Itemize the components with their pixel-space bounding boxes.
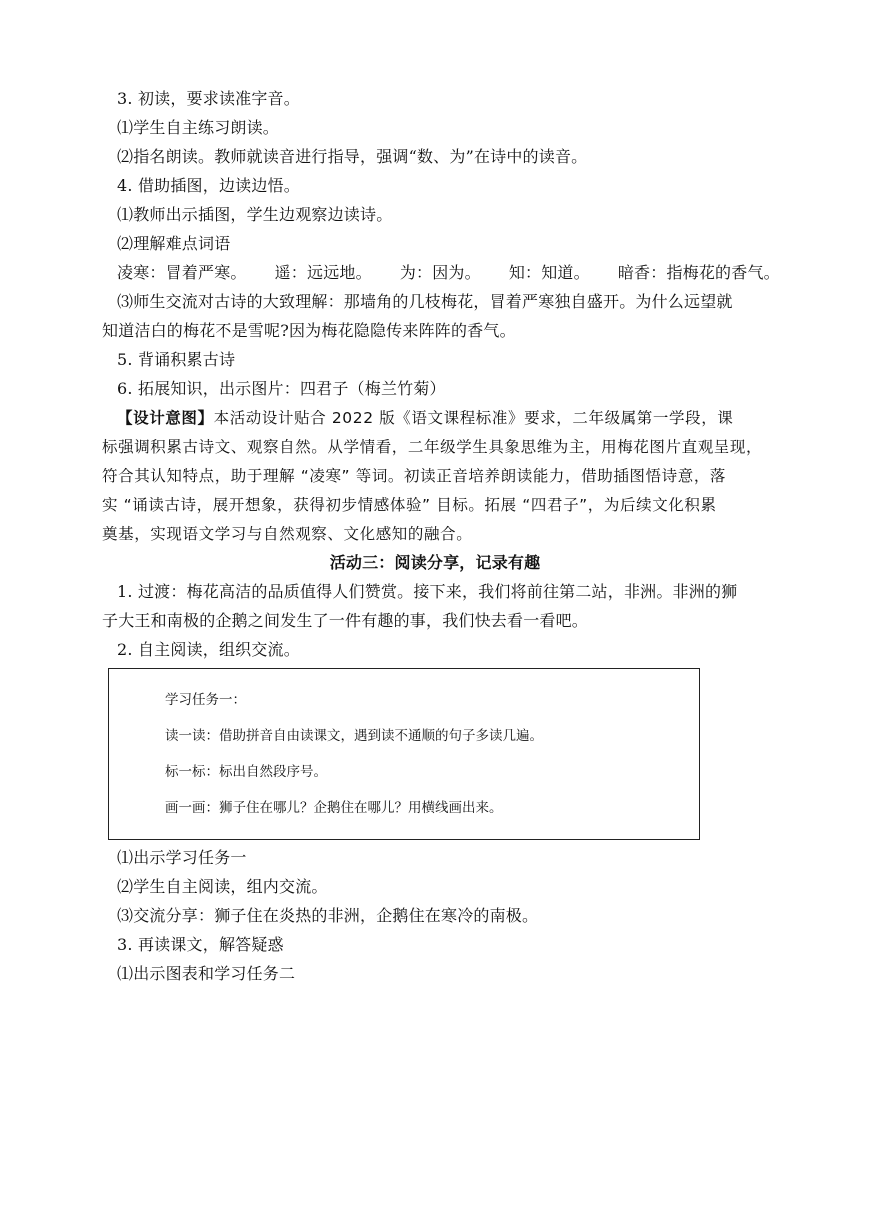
design-intent-line-3: 符合其认知特点，助于理解 “凌寒” 等词。初读正音培养朗读能力，借助插图悟诗意，落 [102, 467, 727, 485]
glossary-item-zhi: 知：知道。 [508, 263, 590, 282]
step-4-illustration: 4. 借助插图，边读边悟。 [117, 176, 300, 195]
task-title: 学习任务一： [165, 692, 246, 708]
step-5-recite: 5. 背诵积累古诗 [117, 350, 236, 369]
glossary-item-anxiang: 暗香：指梅花的香气。 [617, 263, 780, 282]
step-6-extend: 6. 拓展知识，出示图片：四君子（梅兰竹菊） [117, 379, 446, 398]
step-4-sub-3-line-1: ⑶师生交流对古诗的大致理解：那墙角的几枝梅花，冒着严寒独自盛开。为什么远望就 [117, 292, 733, 311]
activity-3-step-3: 3. 再读课文，解答疑惑 [117, 935, 284, 954]
glossary-item-linghan: 凌寒：冒着严寒。 [117, 263, 247, 282]
activity-3-sub-3: ⑶交流分享：狮子住在炎热的非洲，企鹅住在寒冷的南极。 [117, 906, 539, 925]
task-mark: 标一标：标出自然段序号。 [165, 764, 327, 780]
activity-3-step-1-line-2: 子大王和南极的企鹅之间发生了一件有趣的事，我们快去看一看吧。 [102, 611, 589, 630]
glossary-item-yao: 遥：远远地。 [274, 263, 372, 282]
step-4-sub-2: ⑵理解难点词语 [117, 234, 231, 253]
step-3-first-reading: 3. 初读，要求读准字音。 [117, 89, 300, 108]
design-intent-line-1: 【设计意图】本活动设计贴合 2022 版《语文课程标准》要求，二年级属第一学段，课 [117, 409, 734, 427]
task-draw: 画一画：狮子住在哪儿？企鹅住在哪儿？用横线画出来。 [165, 800, 503, 816]
activity-3-step-2: 2. 自主阅读，组织交流。 [117, 640, 300, 659]
step-3-sub-1: ⑴学生自主练习朗读。 [117, 118, 280, 137]
activity-3-sub-1: ⑴出示学习任务一 [117, 848, 247, 867]
design-intent-line-2: 标强调积累古诗文、观察自然。从学情看，二年级学生具象思维为主，用梅花图片直观呈现， [102, 438, 763, 456]
learning-task-box [108, 668, 700, 840]
step-4-sub-3-line-2: 知道洁白的梅花不是雪呢?因为梅花隐隐传来阵阵的香气。 [102, 321, 516, 340]
design-intent-line-5: 奠基，实现语文学习与自然观察、文化感知的融合。 [102, 525, 473, 543]
design-intent-label: 【设计意图】 [117, 409, 214, 427]
word-glossary [117, 263, 780, 283]
task-read: 读一读：借助拼音自由读课文，遇到读不通顺的句子多读几遍。 [165, 728, 543, 744]
step-3-sub-2: ⑵指名朗读。教师就读音进行指导，强调“数、为”在诗中的读音。 [117, 147, 588, 166]
step-4-sub-1: ⑴教师出示插图，学生边观察边读诗。 [117, 205, 393, 224]
glossary-item-wei: 为：因为。 [399, 263, 481, 282]
activity-3-sub-2: ⑵学生自主阅读，组内交流。 [117, 877, 328, 896]
activity-3-step-3-sub-1: ⑴出示图表和学习任务二 [117, 964, 296, 983]
design-intent-line-4: 实 “诵读古诗，展开想象，获得初步情感体验” 目标。拓展 “四君子”，为后续文化积累 [102, 496, 717, 514]
activity-3-heading: 活动三：阅读分享，记录有趣 [329, 553, 541, 572]
activity-3-step-1-line-1: 1. 过渡：梅花高洁的品质值得人们赞赏。接下来，我们将前往第二站，非洲。非洲的狮 [117, 582, 738, 601]
